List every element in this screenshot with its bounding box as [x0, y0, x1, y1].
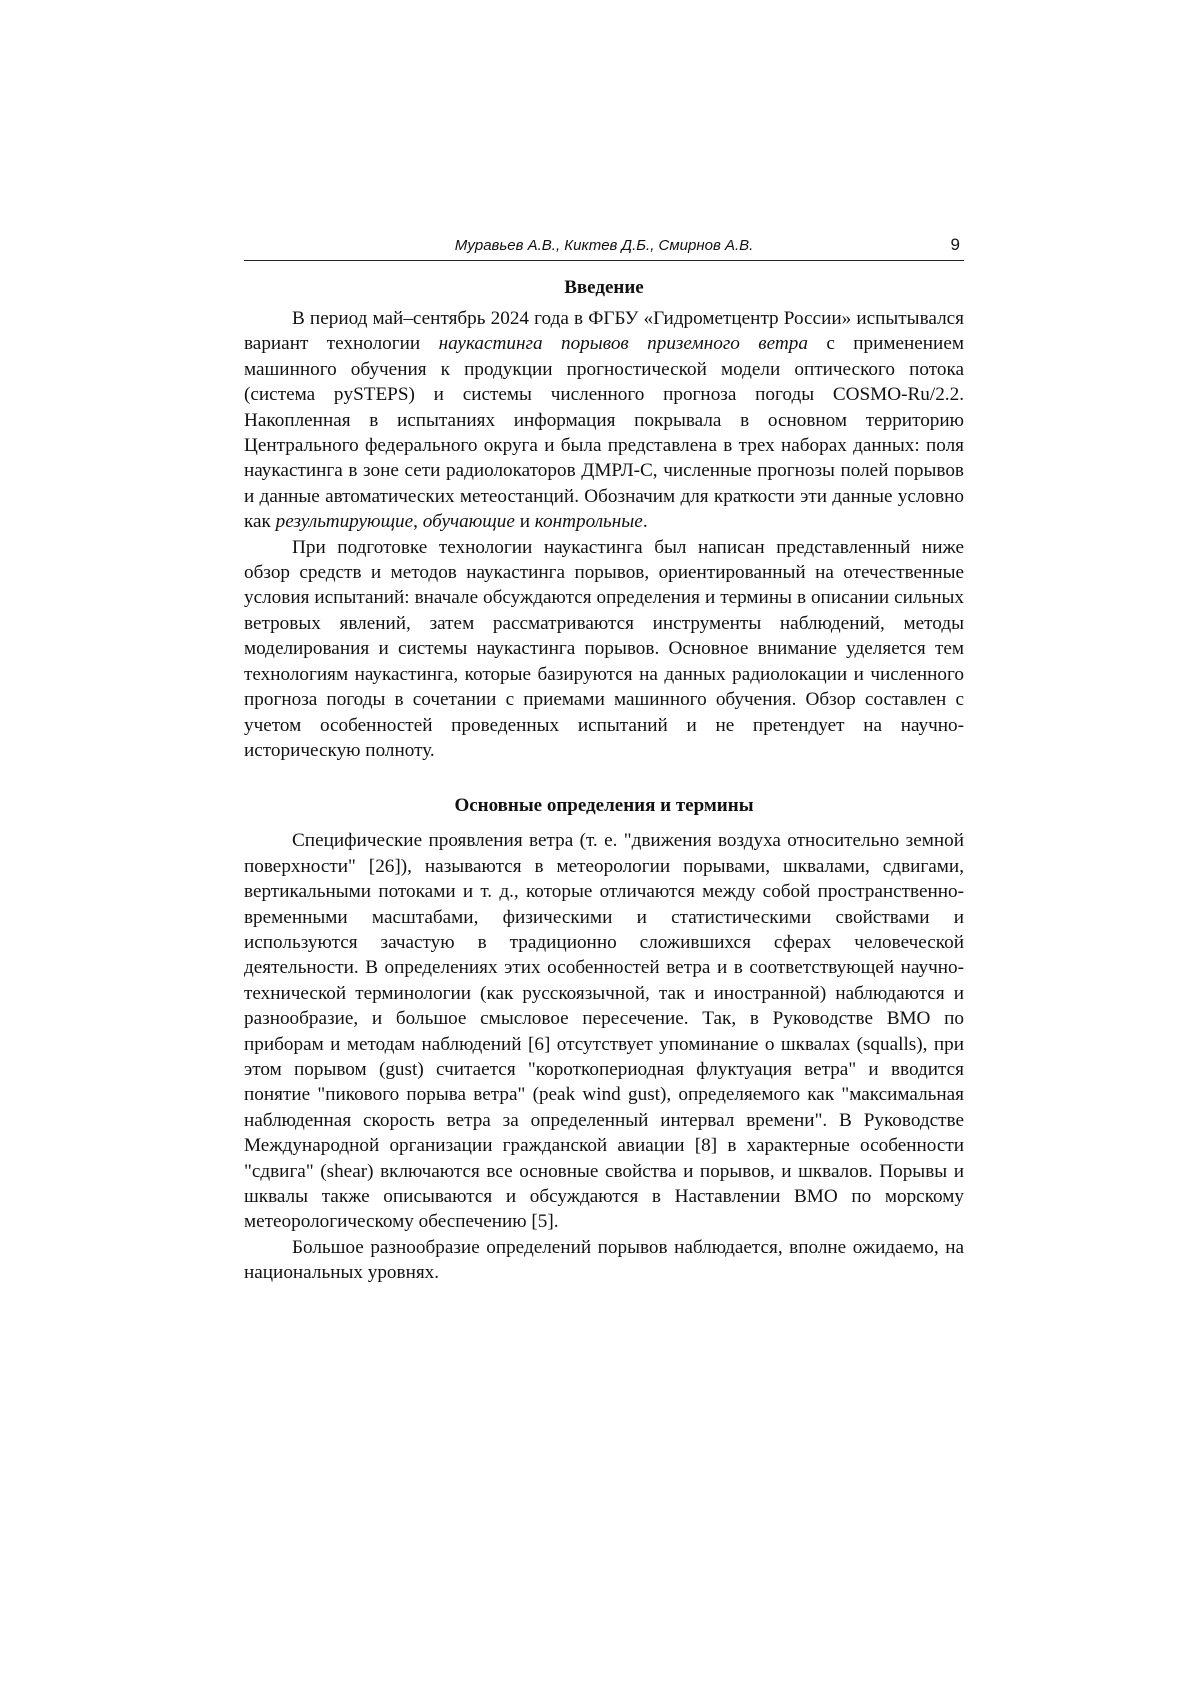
page: [244, 234, 964, 1286]
intro-p1-text-e: .: [642, 511, 648, 533]
section-heading-intro: Введение: [564, 277, 644, 298]
intro-p1-text-b: с применением машинного обучения к продукции прогностической модели оптического потока (система pySTEPS) и системы численного прогноза погоды COSMO-Ru/2.2. Накопленная в испытаниях информация покрывала в основном территорию Центрального федерального округа и была представлена в трех наборах данных: поля наукастинга в зоне сети радиолокаторов ДМРЛ-С, численные прогнозы полей порывов и данные автоматических метеостанций. Обозначим для краткости эти данные условно как: [244, 333, 964, 533]
intro-p1-emphasis-1: наукастинга порывов приземного ветра: [438, 333, 808, 355]
intro-p1-emphasis-4: контрольные: [534, 511, 643, 533]
header-authors: Муравьев А.В., Киктев Д.Б., Смирнов А.В.: [454, 237, 754, 254]
intro-p1-text-c: ,: [413, 511, 423, 533]
intro-paragraph-1: [244, 306, 964, 535]
terms-paragraph-2: Большое разнообразие определений порывов наблюдается, вполне ожидаемо, на национальных уровнях.: [244, 1236, 964, 1284]
article-body: [244, 275, 964, 1286]
section-heading-terms: Основные определения и термины: [454, 795, 754, 817]
intro-p1-emphasis-2: результирующие: [275, 511, 414, 533]
page-number: 9: [950, 235, 960, 254]
intro-p1-text-d: и: [514, 511, 535, 533]
intro-p1-text-a: В период май–сентябрь 2024 года в ФГБУ «Гидрометцентр России» испытывался вариант технологии: [244, 308, 964, 355]
intro-p1-emphasis-3: обучающие: [422, 511, 515, 533]
terms-paragraph-1: Специфические проявления ветра (т. е. "движения воздуха относительно земной поверхности" [26]), называются в метеорологии порывами, шквалами, сдвигами, вертикальными потоками и т. д., которые отличаются между собой пространственно-временными масштабами, физическими и статистическими свойствами и используются зачастую в традиционно сложившихся сферах человеческой деятельности. В определениях этих особенностей ветра и в соответствующей научно-технической терминологии (как русскоязычной, так и иностранной) наблюдаются и разнообразие, и большое смысловое пересечение. Так, в Руководстве ВМО по приборам и методам наблюдений [6] отсутствует упоминание о шквалах (squalls), при этом порывом (gust) считается "короткопериодная флуктуация ветра" и вводится понятие "пикового порыва ветра" (peak wind gust), определяемого как "максимальная наблюденная скорость ветра за определенный интервал времени". В Руководстве Международной организации гражданской авиации [8] в характерные особенности "сдвига" (shear) включаются все основные свойства и порывов, и шквалов. Порывы и шквалы также описываются и обсуждаются в Наставлении ВМО по морскому метеорологическому обеспечению [5].: [244, 830, 964, 1233]
running-header: [244, 234, 964, 261]
intro-paragraph-2: При подготовке технологии наукастинга был написан представленный ниже обзор средств и методов наукастинга порывов, ориентированный на отечественные условия испытаний: вначале обсуждаются определения и термины в описании сильных ветровых явлений, затем рассматриваются инструменты наблюдений, методы моделирования и системы наукастинга порывов. Основное внимание уделяется тем технологиям наукастинга, которые базируются на данных радиолокации и численного прогноза погоды в сочетании с приемами машинного обучения. Обзор составлен с учетом особенностей проведенных испытаний и не претендует на научно-историческую полноту.: [244, 536, 964, 761]
